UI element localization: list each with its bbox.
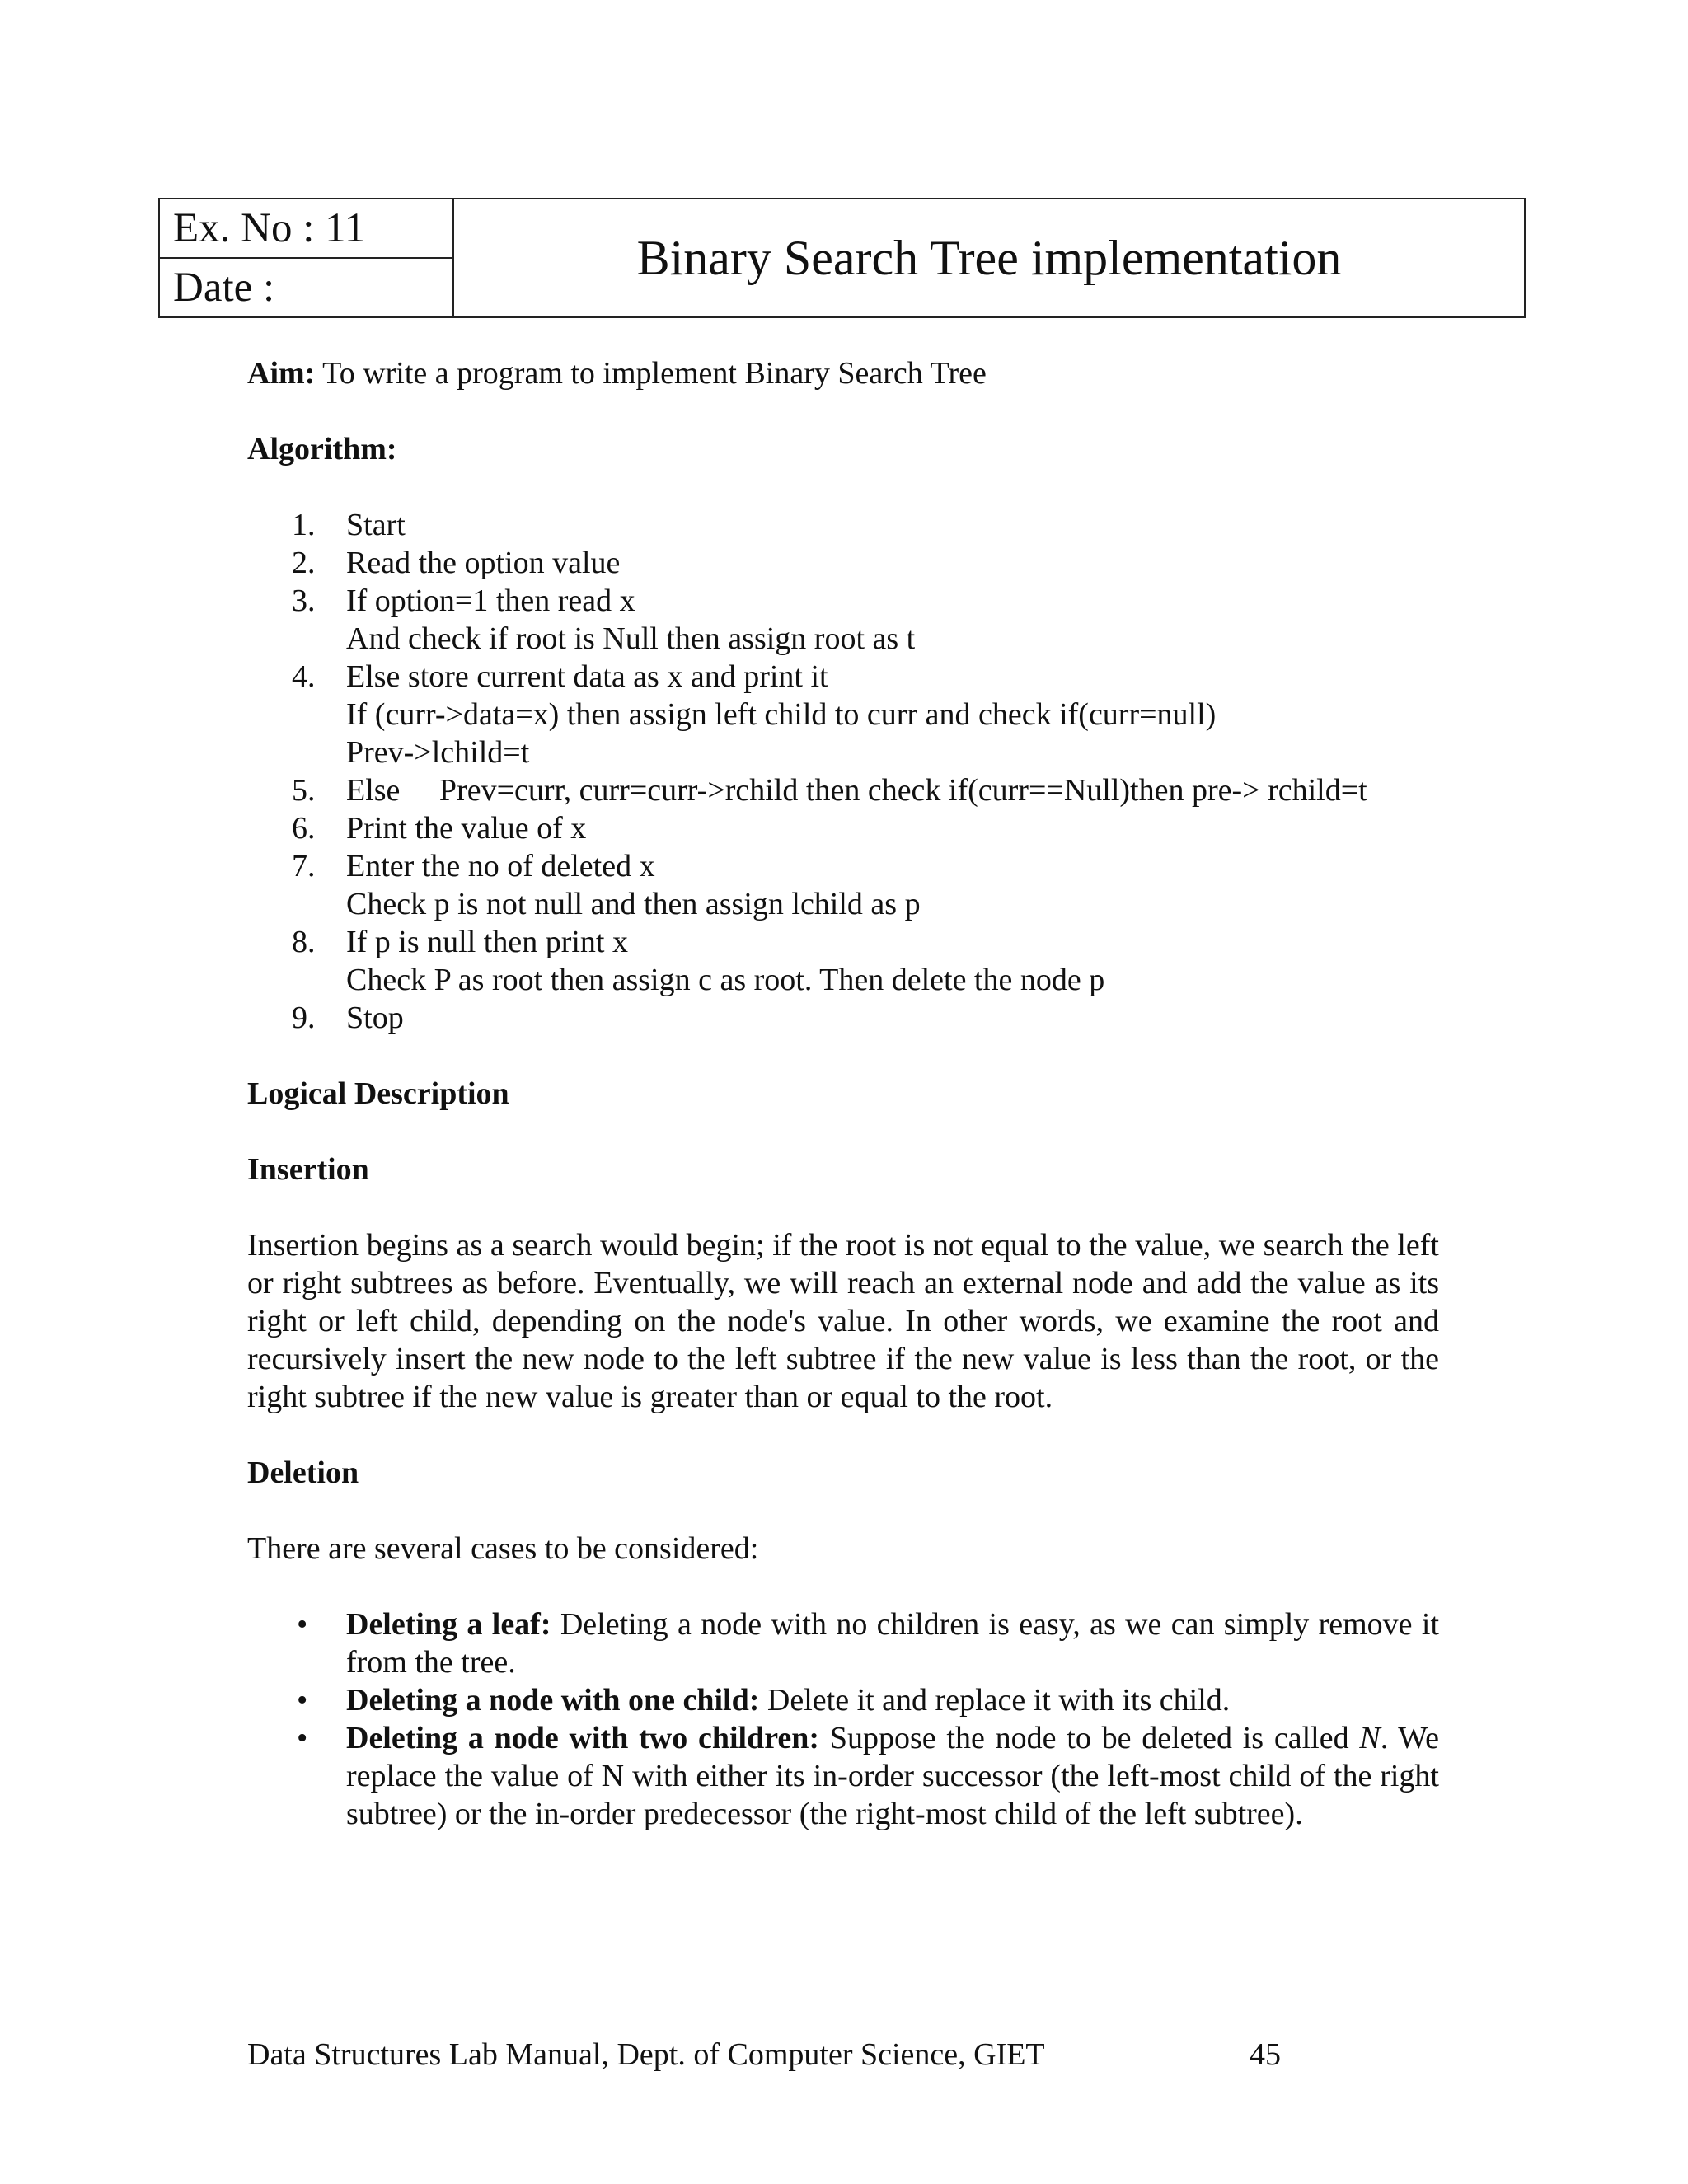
step-number: 2. — [292, 546, 316, 580]
step-line: And check if root is Null then assign root as t — [346, 621, 916, 656]
step-line: Read the option value — [346, 546, 621, 580]
step-line: Check P as root then assign c as root. Then delete the node p — [346, 963, 1105, 997]
step-number: 6. — [292, 811, 316, 846]
insertion-heading: Insertion — [247, 1152, 369, 1187]
step-line: Else Prev=curr, curr=curr->rchild then check if(curr==Null)then pre-> rchild=t — [346, 773, 1367, 808]
step-line: Else store current data as x and print it — [346, 659, 828, 694]
algorithm-step — [247, 658, 1439, 771]
logical-description-heading: Logical Description — [247, 1076, 509, 1111]
step-line: If (curr->data=x) then assign left child to curr and check if(curr=null) — [346, 697, 1217, 732]
algorithm-step — [247, 771, 1439, 809]
step-line: Check p is not null and then assign lchild as p — [346, 887, 921, 921]
page-number: 45 — [1250, 2037, 1281, 2072]
algorithm-step — [247, 544, 1439, 582]
step-number: 9. — [292, 1001, 316, 1035]
exercise-header-table — [158, 198, 1526, 318]
step-line: Enter the no of deleted x — [346, 849, 655, 883]
step-line: If p is null then print x — [346, 925, 628, 959]
case-title: Deleting a leaf: — [346, 1607, 551, 1642]
step-line: Start — [346, 508, 406, 542]
algorithm-step — [247, 847, 1439, 923]
step-number: 8. — [292, 925, 316, 959]
step-number: 3. — [292, 583, 316, 618]
case-text-continued: . We replace the value of N with either its in-order successor (the left-most child of the right subtree) or the in-order predecessor (the right-most child of the left subtree). — [346, 1721, 1439, 1831]
step-number: 5. — [292, 773, 316, 808]
algorithm-step — [247, 999, 1439, 1037]
exercise-date: Date : — [173, 264, 275, 311]
deletion-cases — [247, 1605, 1439, 1833]
deletion-heading: Deletion — [247, 1455, 359, 1490]
case-text: Deleting a node with no children is easy, as we can simply remove it from the tree. — [346, 1607, 1439, 1680]
page-footer: Data Structures Lab Manual, Dept. of Computer Science, GIET — [247, 2037, 1045, 2072]
algorithm-step — [247, 923, 1439, 999]
case-variable: N — [1359, 1721, 1381, 1755]
deletion-case — [247, 1719, 1439, 1833]
case-title: Deleting a node with two children: — [346, 1721, 820, 1755]
algorithm-step — [247, 582, 1439, 658]
algorithm-step — [247, 809, 1439, 847]
aim-paragraph — [247, 354, 1439, 392]
bullet-icon: • — [297, 1607, 308, 1642]
aim-label: Aim: — [247, 356, 316, 391]
aim-text: To write a program to implement Binary Search Tree — [322, 356, 987, 391]
step-number: 7. — [292, 849, 316, 883]
step-line: If option=1 then read x — [346, 583, 635, 618]
document-body — [247, 354, 1439, 1833]
step-number: 4. — [292, 659, 316, 694]
insertion-paragraph: Insertion begins as a search would begin; if the root is not equal to the value, we search the left or right subtrees as before. Eventually, we will reach an external node and add the value as its right or left child, depending on the node's value. In other words, we examine the root and recursively insert the new node to the left subtree if the new value is less than the root, or the right subtree if the new value is greater than or equal to the root. — [247, 1228, 1439, 1414]
algorithm-step — [247, 506, 1439, 544]
step-line: Print the value of x — [346, 811, 587, 846]
exercise-meta — [160, 199, 454, 316]
exercise-title: Binary Search Tree implementation — [636, 230, 1342, 285]
step-number: 1. — [292, 508, 316, 542]
exercise-number: Ex. No : 11 — [160, 199, 452, 259]
step-line: Prev->lchild=t — [346, 735, 530, 770]
deletion-intro: There are several cases to be considered: — [247, 1531, 759, 1566]
case-text: Suppose the node to be deleted is called — [819, 1721, 1360, 1755]
bullet-icon: • — [297, 1683, 308, 1718]
algorithm-heading: Algorithm: — [247, 432, 397, 466]
bullet-icon: • — [297, 1721, 308, 1755]
deletion-case — [247, 1605, 1439, 1681]
case-title: Deleting a node with one child: — [346, 1683, 760, 1718]
step-line: Stop — [346, 1001, 404, 1035]
case-text: Delete it and replace it with its child. — [759, 1683, 1231, 1718]
deletion-case — [247, 1681, 1439, 1719]
algorithm-steps — [247, 506, 1439, 1037]
